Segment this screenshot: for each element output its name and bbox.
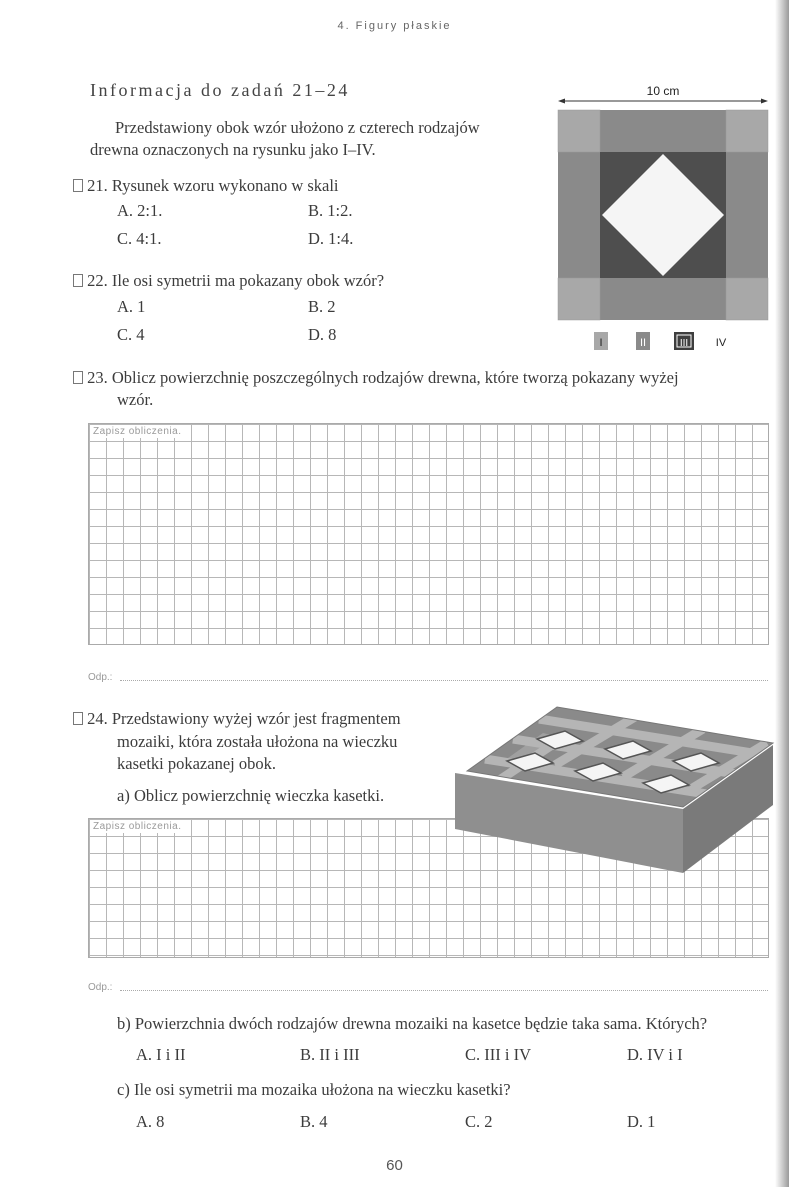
question-22	[73, 270, 384, 292]
q22-option-b[interactable]: B. 2	[308, 297, 336, 316]
question-24-line-3: kasetki pokazanej obok.	[117, 754, 276, 773]
question-24-part-c: c) Ile osi symetrii ma mozaika ułożona na wieczku kasetki?	[117, 1080, 511, 1099]
question-24-line-1: Przedstawiony wyżej wzór jest fragmentem	[111, 709, 401, 728]
dimension-arrow	[558, 99, 768, 104]
answer-line-23[interactable]	[120, 680, 768, 681]
question-24	[73, 708, 401, 730]
legend-label-i: I	[599, 337, 603, 349]
answer-label-23: Odp.:	[88, 672, 113, 683]
q22-option-a[interactable]: A. 1	[117, 297, 146, 316]
question-24-part-a: a) Oblicz powierzchnię wieczka kasetki.	[117, 786, 385, 805]
pattern-square	[558, 110, 768, 320]
q24c-option-c[interactable]: C. 2	[465, 1112, 493, 1131]
q24c-option-a[interactable]: A. 8	[136, 1112, 165, 1131]
question-24-line-2: mozaiki, która została ułożona na wieczku	[117, 732, 398, 751]
intro-line-1: Przedstawiony obok wzór ułożono z czterech rodzajów	[115, 118, 480, 137]
question-24-number: 24.	[87, 709, 108, 728]
box-illustration	[455, 705, 775, 877]
question-21-number: 21.	[87, 176, 108, 195]
answer-checkbox-22[interactable]	[73, 274, 83, 287]
question-21	[73, 175, 339, 197]
legend-label-iv: IV	[715, 337, 727, 349]
q24c-option-d[interactable]: D. 1	[627, 1112, 656, 1131]
question-22-number: 22.	[87, 271, 108, 290]
legend-label-ii: II	[639, 337, 647, 349]
grid-label-24a: Zapisz obliczenia.	[90, 820, 184, 833]
answer-checkbox-24[interactable]	[73, 712, 83, 725]
question-23-line-1: Oblicz powierzchnię poszczególnych rodzajów drewna, które tworzą pokazany wyżej	[111, 368, 679, 387]
question-23-line-2: wzór.	[117, 390, 154, 409]
question-23-number: 23.	[87, 368, 108, 387]
answer-checkbox-21[interactable]	[73, 179, 83, 192]
box-svg	[455, 705, 775, 877]
q21-option-b[interactable]: B. 1:2.	[308, 201, 353, 220]
info-heading: Informacja do zadań 21–24	[90, 80, 350, 100]
q21-option-d[interactable]: D. 1:4.	[308, 229, 354, 248]
question-21-text: Rysunek wzoru wykonano w skali	[111, 176, 339, 195]
q24c-option-b[interactable]: B. 4	[300, 1112, 328, 1131]
grid-label-23: Zapisz obliczenia.	[90, 425, 184, 438]
q24b-option-a[interactable]: A. I i II	[136, 1045, 186, 1064]
q24b-option-d[interactable]: D. IV i I	[627, 1045, 683, 1064]
q22-option-c[interactable]: C. 4	[117, 325, 145, 344]
dimension-label: 10 cm	[646, 84, 680, 98]
q21-option-a[interactable]: A. 2:1.	[117, 201, 163, 220]
question-24-part-b: b) Powierzchnia dwóch rodzajów drewna mozaiki na kasetce będzie taka sama. Których?	[117, 1014, 708, 1033]
q24b-option-c[interactable]: C. III i IV	[465, 1045, 531, 1064]
q21-option-c[interactable]: C. 4:1.	[117, 229, 162, 248]
answer-checkbox-23[interactable]	[73, 371, 83, 384]
pattern-svg	[556, 80, 770, 360]
question-23	[73, 367, 679, 389]
page-number: 60	[386, 1157, 403, 1174]
question-22-text: Ile osi symetrii ma pokazany obok wzór?	[111, 271, 385, 290]
q22-option-d[interactable]: D. 8	[308, 325, 337, 344]
q24b-option-b[interactable]: B. II i III	[300, 1045, 360, 1064]
page-header: 4. Figury płaskie	[337, 20, 452, 32]
legend-label-iii: III	[679, 338, 689, 349]
answer-line-24a[interactable]	[120, 990, 768, 991]
calculation-grid-23[interactable]	[88, 423, 769, 645]
pattern-figure	[556, 80, 770, 360]
intro-line-2: drewna oznaczonych na rysunku jako I–IV.	[90, 140, 376, 159]
page-edge-shadow	[775, 0, 789, 1187]
answer-label-24a: Odp.:	[88, 982, 113, 993]
